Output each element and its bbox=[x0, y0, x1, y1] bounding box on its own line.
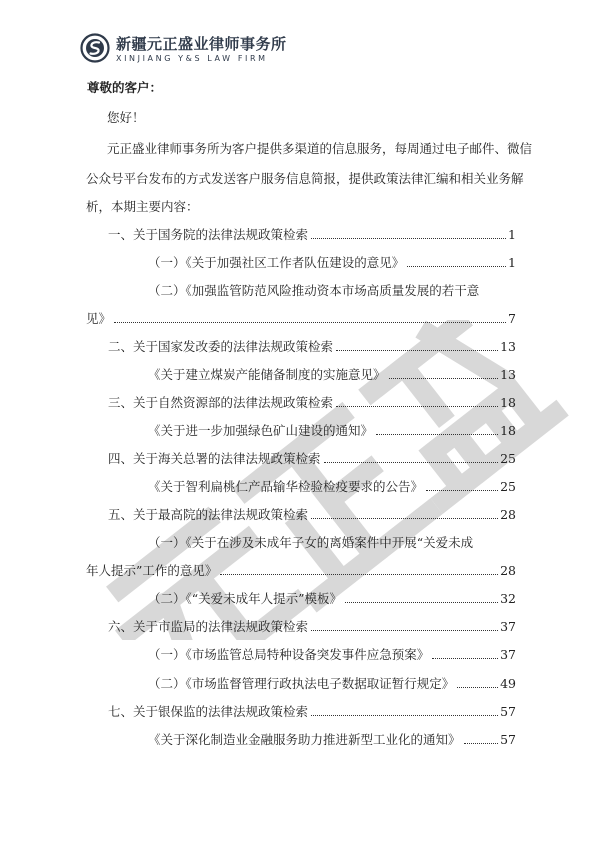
toc-entry[interactable] bbox=[108, 704, 516, 720]
toc-entry[interactable] bbox=[148, 647, 516, 663]
toc-entry-title: （二）《市场监督管理行政执法电子数据取证暂行规定》 bbox=[148, 676, 455, 691]
toc-entry-title: 《关于建立煤炭产能储备制度的实施意见》 bbox=[148, 367, 386, 382]
toc-entry-page: 37 bbox=[500, 647, 516, 662]
toc-entry-page: 7 bbox=[508, 311, 516, 326]
toc-leader bbox=[457, 687, 498, 688]
intro-line: 公众号平台发布的方式发送客户服务信息简报，提供政策法律汇编和相关业务解 bbox=[86, 171, 524, 186]
toc-entry-title: 五、关于最高院的法律法规政策检索 bbox=[108, 507, 309, 522]
toc-entry[interactable] bbox=[86, 563, 516, 579]
toc-entry-title: 年人提示”工作的意见》 bbox=[86, 563, 218, 578]
toc-entry-page: 13 bbox=[500, 339, 516, 354]
toc-entry[interactable] bbox=[108, 339, 516, 355]
toc-leader bbox=[389, 378, 499, 379]
toc-entry-page: 25 bbox=[500, 479, 516, 494]
intro-line: 元正盛业律师事务所为客户提供多渠道的信息服务，每周通过电子邮件、微信 bbox=[107, 141, 533, 156]
toc-entry[interactable] bbox=[108, 507, 516, 523]
toc-leader bbox=[311, 630, 498, 631]
toc-leader bbox=[426, 490, 498, 491]
toc-entry[interactable] bbox=[148, 479, 516, 495]
toc-leader bbox=[324, 462, 499, 463]
salutation: 您好！ bbox=[107, 110, 145, 125]
toc-entry[interactable] bbox=[108, 451, 516, 467]
toc-entry[interactable] bbox=[108, 619, 516, 635]
toc-entry-page: 25 bbox=[500, 451, 516, 466]
toc-entry[interactable] bbox=[148, 255, 516, 271]
toc-entry-page: 13 bbox=[500, 367, 516, 382]
toc-entry-page: 18 bbox=[500, 423, 516, 438]
toc-entry-title: （二）《“关爱未成年人提示”模板》 bbox=[148, 591, 343, 606]
intro-line: 析，本期主要内容： bbox=[86, 199, 199, 214]
toc-leader bbox=[432, 658, 498, 659]
toc-leader bbox=[311, 238, 506, 239]
toc-entry[interactable] bbox=[148, 367, 516, 383]
toc-entry[interactable] bbox=[86, 311, 516, 327]
toc-entry[interactable] bbox=[108, 227, 516, 243]
toc-entry-title: 四、关于海关总署的法律法规政策检索 bbox=[108, 451, 321, 466]
toc-entry-title[interactable]: （二）《加强监管防范风险推动资本市场高质量发展的若干意 bbox=[148, 283, 480, 298]
toc-entry-page: 57 bbox=[500, 732, 516, 747]
toc-entry-title: 六、关于市监局的法律法规政策检索 bbox=[108, 619, 309, 634]
toc-entry[interactable] bbox=[148, 423, 516, 439]
toc-leader bbox=[376, 434, 498, 435]
toc-entry-page: 1 bbox=[508, 227, 516, 242]
toc-leader bbox=[345, 602, 498, 603]
toc-entry-title: （一）《市场监管总局特种设备突发事件应急预案》 bbox=[148, 647, 430, 662]
greeting: 尊敬的客户： bbox=[87, 80, 163, 95]
toc-entry-title: （一）《关于加强社区工作者队伍建设的意见》 bbox=[148, 255, 405, 270]
toc-entry-title: 二、关于国家发改委的法律法规政策检索 bbox=[108, 339, 334, 354]
firm-logo-icon bbox=[80, 33, 110, 63]
toc-entry-page: 32 bbox=[500, 591, 516, 606]
toc-entry-title: 《关于进一步加强绿色矿山建设的通知》 bbox=[148, 423, 374, 438]
toc-entry[interactable] bbox=[108, 395, 516, 411]
toc-entry[interactable] bbox=[148, 591, 516, 607]
toc-entry-title: 见》 bbox=[86, 311, 112, 326]
toc-entry-page: 18 bbox=[500, 395, 516, 410]
toc-leader bbox=[311, 518, 498, 519]
toc-leader bbox=[336, 406, 498, 407]
toc-entry-page: 57 bbox=[500, 704, 516, 719]
toc-entry[interactable] bbox=[148, 732, 516, 748]
toc-entry-title: 《关于智利扁桃仁产品输华检验检疫要求的公告》 bbox=[148, 479, 424, 494]
toc-entry-page: 1 bbox=[508, 255, 516, 270]
toc-entry-page: 37 bbox=[500, 619, 516, 634]
toc-entry[interactable] bbox=[148, 676, 516, 692]
toc-leader bbox=[407, 266, 506, 267]
toc-leader bbox=[114, 322, 506, 323]
toc-leader bbox=[311, 715, 498, 716]
toc-entry-title: 三、关于自然资源部的法律法规政策检索 bbox=[108, 395, 334, 410]
toc-entry-title: 七、关于银保监的法律法规政策检索 bbox=[108, 704, 309, 719]
firm-name-en: XINJIANG Y&S LAW FIRM bbox=[116, 54, 268, 63]
toc-entry-page: 49 bbox=[500, 676, 516, 691]
toc-entry-page: 28 bbox=[500, 563, 516, 578]
firm-name-cn: 新疆元正盛业律师事务所 bbox=[116, 35, 287, 53]
toc-leader bbox=[220, 574, 498, 575]
toc-leader bbox=[464, 743, 499, 744]
toc-entry-title: 《关于深化制造业金融服务助力推进新型工业化的通知》 bbox=[148, 732, 461, 747]
toc-leader bbox=[336, 350, 498, 351]
toc-entry-title[interactable]: （一）《关于在涉及未成年子女的离婚案件中开展“关爱未成 bbox=[148, 535, 474, 550]
toc-entry-page: 28 bbox=[500, 507, 516, 522]
toc-entry-title: 一、关于国务院的法律法规政策检索 bbox=[108, 227, 309, 242]
